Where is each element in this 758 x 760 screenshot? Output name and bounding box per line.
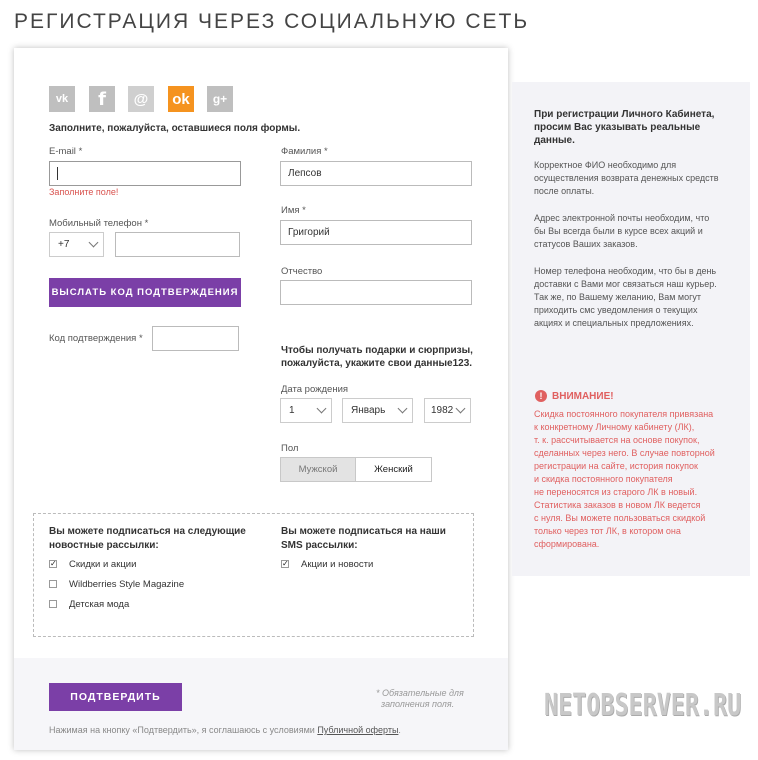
email-field[interactable] xyxy=(49,161,241,186)
gifts-prompt-line1: Чтобы получать подарки и сюрпризы, xyxy=(281,345,473,356)
phone-code-select[interactable]: +7 xyxy=(49,232,104,257)
chevron-down-icon xyxy=(89,238,99,248)
gifts-prompt-line2: пожалуйста, укажите свои данные123. xyxy=(281,358,473,369)
news-option-label: Детская мода xyxy=(69,599,130,610)
sms-option-label: Акции и новости xyxy=(301,559,374,570)
patronymic-label: Отчество xyxy=(281,266,323,277)
google-plus-icon[interactable]: g+ xyxy=(207,86,233,112)
news-subscribe-title-line2: новостные рассылки: xyxy=(49,540,159,551)
chevron-down-icon xyxy=(398,404,408,414)
vk-icon[interactable]: vk xyxy=(49,86,75,112)
news-option-label: Скидки и акции xyxy=(69,559,137,570)
required-note-line2: заполнения поля. xyxy=(381,699,455,709)
info-paragraph-email: Адрес электронной почты необходим, что бы Вы всегда были в курсе всех акций и статусов Ваших заказов. xyxy=(534,213,710,249)
page-title: РЕГИСТРАЦИЯ ЧЕРЕЗ СОЦИАЛЬНУЮ СЕТЬ xyxy=(14,10,530,33)
send-code-button[interactable]: ВЫСЛАТЬ КОД ПОДТВЕРЖДЕНИЯ xyxy=(49,278,241,307)
info-intro: При регистрации Личного Кабинета, просим Вас указывать реальные данные. xyxy=(534,109,715,146)
gender-female-button[interactable]: Женский xyxy=(355,457,432,482)
lastname-field[interactable]: Лепсов xyxy=(280,161,472,186)
warning-text: Скидка постоянного покупателя привязана к конкретному Личному кабинету (ЛК), т. к. рассчитывается на основе покупок, сделанных через него. В случае повторной регистрации на сайте, история покупок и скидка постоянного покупателя не переносятся из старого ЛК в новый. Статистика заказов в новом ЛК ведется с нуля. Вы можете пользоваться скидкой только через тот ЛК, в котором она сформирована. xyxy=(534,409,715,549)
lastname-label: Фамилия * xyxy=(281,146,328,157)
agreement-text: Нажимая на кнопку «Подтвердить», я соглашаюсь с условиями Публичной оферты. xyxy=(49,725,401,735)
watermark: NETOBSERVER.RU xyxy=(544,688,742,723)
gender-male-button[interactable]: Мужской xyxy=(280,457,356,482)
birth-day-select[interactable]: 1 xyxy=(280,398,332,423)
info-paragraph-phone: Номер телефона необходим, что бы в день доставки с Вами мог связаться наш курьер. Так же, по Вашему желанию, Вам могут приходить смс уведомления о текущих акциях и специальных предложениях. xyxy=(534,266,717,328)
phone-field[interactable] xyxy=(115,232,240,257)
public-offer-link[interactable]: Публичной оферты xyxy=(317,725,399,735)
warning-heading: ! ВНИМАНИЕ! xyxy=(535,390,614,402)
news-checkbox-discounts[interactable]: ✓ xyxy=(50,559,57,568)
firstname-label: Имя * xyxy=(281,205,306,216)
odnoklassniki-icon[interactable]: ok xyxy=(168,86,194,112)
chevron-down-icon xyxy=(317,404,327,414)
patronymic-field[interactable] xyxy=(280,280,472,305)
news-checkbox-kids-fashion[interactable] xyxy=(49,600,57,608)
required-note-line1: * Обязательные для xyxy=(376,688,464,698)
info-paragraph-fio: Корректное ФИО необходимо для осуществления возврата денежных средств после оплаты. xyxy=(534,160,719,196)
birthdate-label: Дата рождения xyxy=(281,384,349,395)
news-option-label: Wildberries Style Magazine xyxy=(69,579,185,590)
news-checkbox-style-magazine[interactable] xyxy=(49,580,57,588)
text-caret xyxy=(57,167,58,180)
mail-ru-icon[interactable]: @ xyxy=(128,86,154,112)
code-field[interactable] xyxy=(152,326,239,351)
sms-subscribe-title-line1: Вы можете подписаться на наши xyxy=(281,526,446,537)
sms-checkbox-promos[interactable]: ✓ xyxy=(282,559,289,568)
news-subscribe-title-line1: Вы можете подписаться на следующие xyxy=(49,526,246,537)
birth-month-select[interactable]: Январь xyxy=(342,398,413,423)
facebook-icon[interactable]: f xyxy=(89,86,115,112)
email-error: Заполните поле! xyxy=(49,187,119,197)
email-label: E-mail * xyxy=(49,146,83,157)
chevron-down-icon xyxy=(456,404,466,414)
code-label: Код подтверждения * xyxy=(49,333,143,344)
submit-button[interactable]: ПОДТВЕРДИТЬ xyxy=(49,683,182,711)
sms-subscribe-title-line2: SMS рассылки: xyxy=(281,540,358,551)
exclamation-icon: ! xyxy=(535,390,547,402)
firstname-field[interactable]: Григорий xyxy=(280,220,472,245)
phone-label: Мобильный телефон * xyxy=(49,218,149,229)
form-prompt: Заполните, пожалуйста, оставшиеся поля формы. xyxy=(49,123,301,134)
birth-year-select[interactable]: 1982 xyxy=(424,398,471,423)
gender-label: Пол xyxy=(281,443,299,454)
